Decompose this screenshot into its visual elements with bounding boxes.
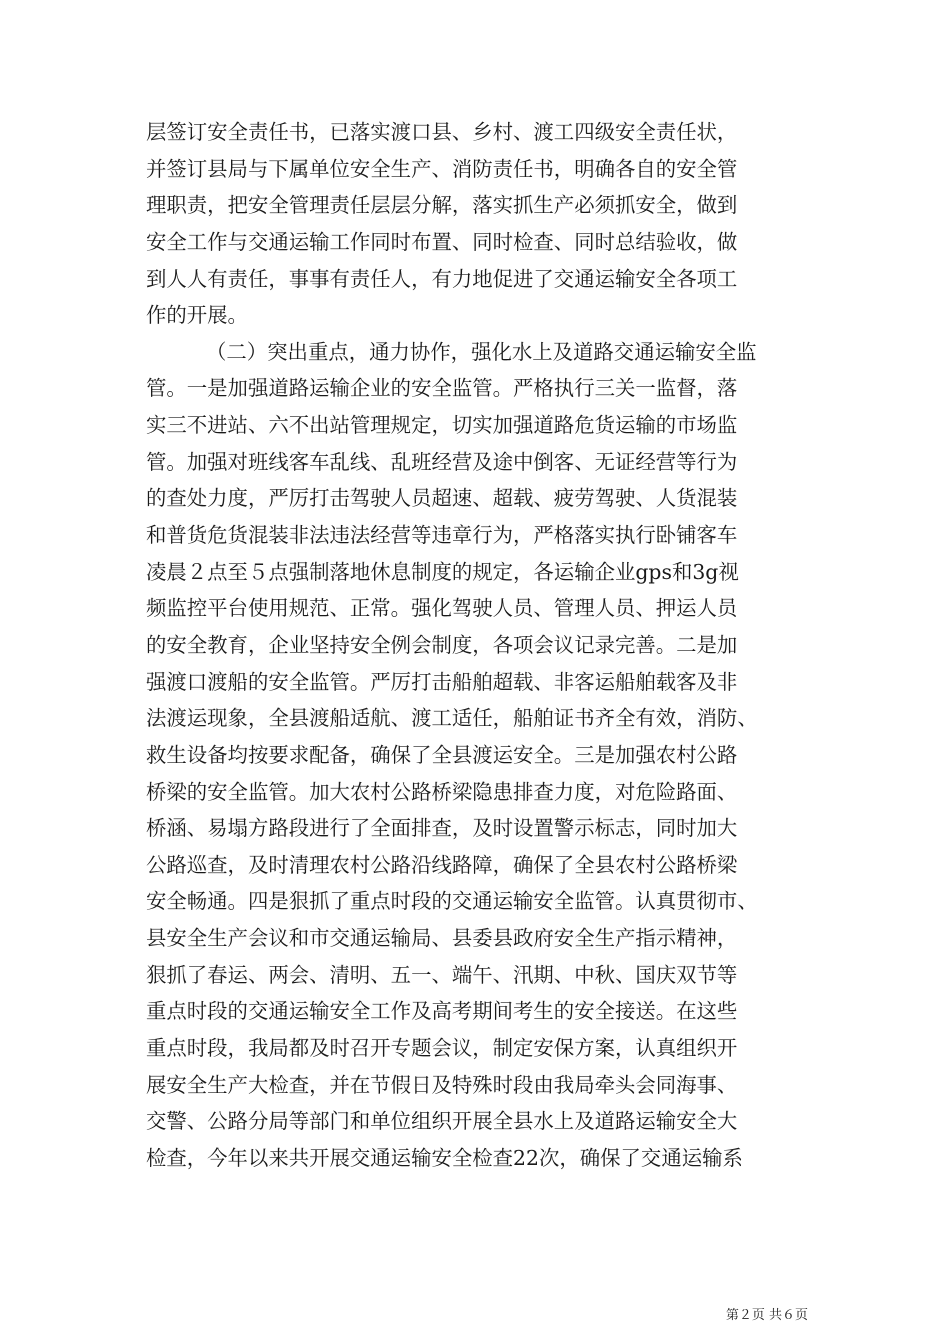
text-line: 实三不进站、六不出站管理规定，切实加强道路危货运输的市场监 bbox=[146, 413, 738, 438]
text-line: 交警、公路分局等部门和单位组织开展全县水上及道路运输安全大 bbox=[146, 1109, 738, 1134]
text-line: 强渡口渡船的安全监管。严厉打击船舶超载、非客运船舶载客及非 bbox=[146, 669, 738, 694]
paragraph-heading-line: （二）突出重点，通力协作，强化水上及道路交通运输安全监 bbox=[206, 339, 757, 364]
page-number: 第２页 共６页 bbox=[725, 1308, 808, 1323]
text-line: 管。一是加强道路运输企业的安全监管。严格执行三关一监督，落 bbox=[146, 376, 738, 401]
text-line: 桥涵、易塌方路段进行了全面排查，及时设置警示标志，同时加大 bbox=[146, 816, 738, 841]
text-line: 作的开展。 bbox=[146, 303, 248, 328]
text-line: 凌晨２点至５点强制落地休息制度的规定，各运输企业gps和3g视 bbox=[146, 559, 739, 584]
text-line: 县安全生产会议和市交通运输局、县委县政府安全生产指示精神， bbox=[146, 926, 738, 951]
text-line: 救生设备均按要求配备，确保了全县渡运安全。三是加强农村公路 bbox=[146, 742, 738, 767]
text-line: 的安全教育，企业坚持安全例会制度，各项会议记录完善。二是加 bbox=[146, 632, 738, 657]
text-line: 狠抓了春运、两会、清明、五一、端午、汛期、中秋、国庆双节等 bbox=[146, 962, 738, 987]
text-line: 并签订县局与下属单位安全生产、消防责任书，明确各自的安全管 bbox=[146, 156, 738, 181]
text-line: 展安全生产大检查，并在节假日及特殊时段由我局牵头会同海事、 bbox=[146, 1072, 738, 1097]
text-line: 安全畅通。四是狠抓了重点时段的交通运输安全监管。认真贯彻市、 bbox=[146, 889, 758, 914]
text-line: 理职责，把安全管理责任层层分解，落实抓生产必须抓安全，做到 bbox=[146, 193, 738, 218]
text-line: 重点时段的交通运输安全工作及高考期间考生的安全接送。在这些 bbox=[146, 999, 738, 1024]
text-line: 层签订安全责任书，已落实渡口县、乡村、渡工四级安全责任状， bbox=[146, 120, 738, 144]
text-line: 的查处力度，严厉打击驾驶人员超速、超载、疲劳驾驶、人货混装 bbox=[146, 486, 738, 511]
body-text bbox=[146, 114, 811, 1177]
text-line: 桥梁的安全监管。加大农村公路桥梁隐患排查力度，对危险路面、 bbox=[146, 779, 738, 804]
text-line: 频监控平台使用规范、正常。强化驾驶人员、管理人员、押运人员 bbox=[146, 596, 738, 621]
text-line: 检查，今年以来共开展交通运输安全检查22次，确保了交通运输系 bbox=[146, 1145, 743, 1170]
text-line: 重点时段，我局都及时召开专题会议，制定安保方案，认真组织开 bbox=[146, 1036, 738, 1061]
text-line: 和普货危货混装非法违法经营等违章行为，严格落实执行卧铺客车 bbox=[146, 523, 738, 548]
text-line: 法渡运现象，全县渡船适航、渡工适任，船舶证书齐全有效，消防、 bbox=[146, 706, 758, 731]
text-line: 公路巡查，及时清理农村公路沿线路障，确保了全县农村公路桥梁 bbox=[146, 852, 738, 877]
text-line: 管。加强对班线客车乱线、乱班经营及途中倒客、无证经营等行为 bbox=[146, 449, 738, 474]
text-line: 安全工作与交通运输工作同时布置、同时检查、同时总结验收，做 bbox=[146, 229, 738, 254]
text-line: 到人人有责任，事事有责任人，有力地促进了交通运输安全各项工 bbox=[146, 266, 738, 291]
